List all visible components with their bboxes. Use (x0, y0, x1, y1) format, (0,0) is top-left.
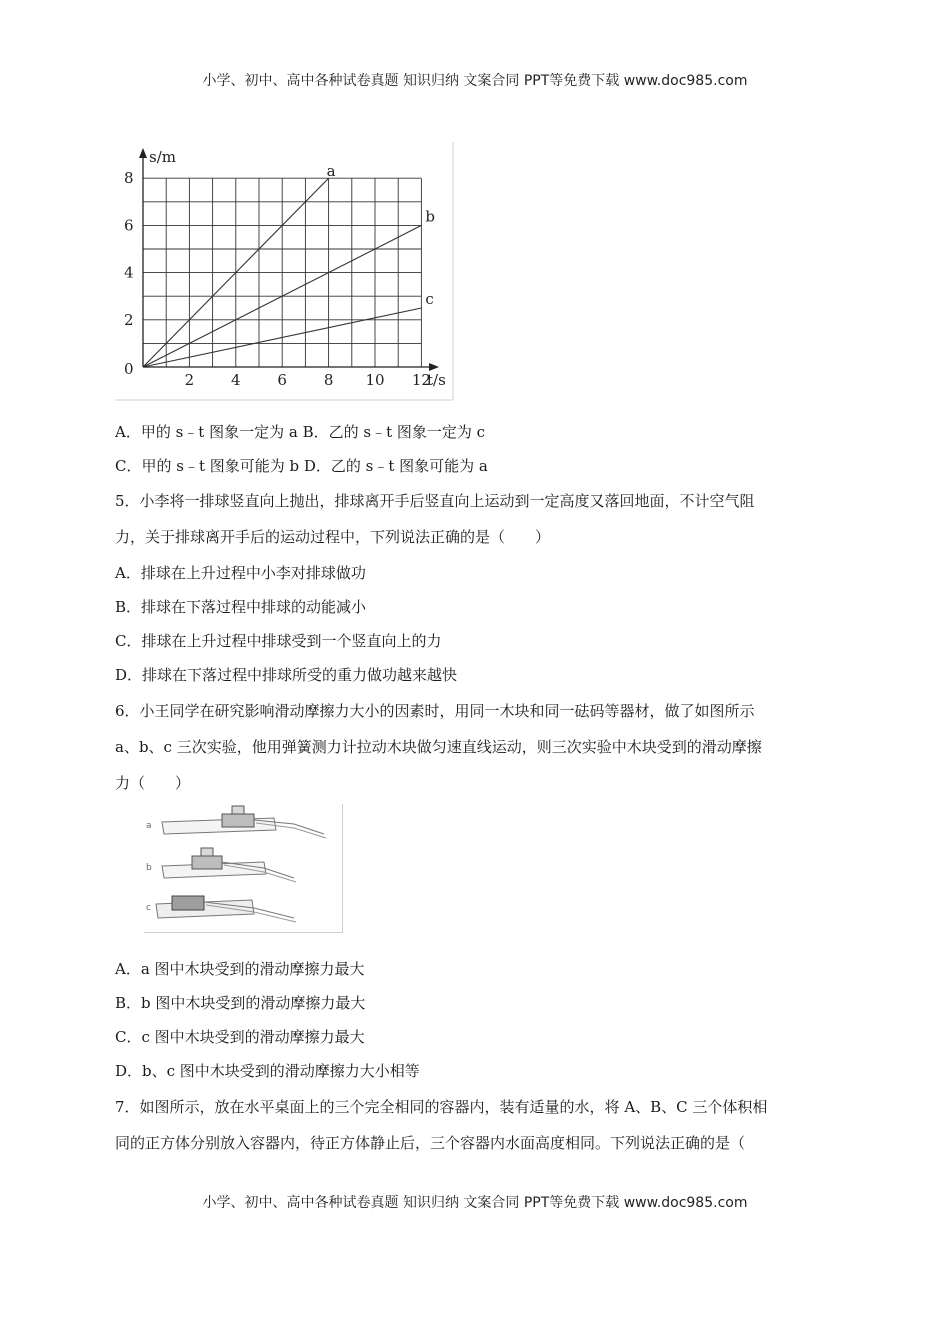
q5-stem-line1: 5．小李将一排球竖直向上抛出，排球离开手后竖直向上运动到一定高度又落回地面，不计空气阻 (115, 492, 755, 510)
fig-label-c: c (146, 903, 151, 913)
q6-stem-line2: a、b、c 三次实验，他用弹簧测力计拉动木块做匀速直线运动，则三次实验中木块受到的滑动摩擦 (115, 738, 762, 756)
series-label-b: b (425, 207, 436, 226)
st-graph-figure (115, 140, 455, 402)
weight-a (232, 806, 244, 814)
x-tick-label: 4 (231, 371, 241, 389)
y-axis-label: s/m (149, 148, 176, 166)
q4-option-a-b: A．甲的 s﹣t 图象一定为 a B．乙的 s﹣t 图象一定为 c (115, 423, 486, 441)
weight-b (201, 848, 213, 856)
series-label-c: c (425, 290, 434, 308)
y-tick-label: 2 (124, 310, 134, 329)
x-tick-label: 2 (184, 371, 195, 389)
friction-experiment-drawing (144, 804, 342, 932)
q7-stem-line2: 同的正方体分别放入容器内，待正方体静止后，三个容器内水面高度相同。下列说法正确的是（ (115, 1134, 746, 1152)
fig-label-b: b (146, 863, 152, 873)
y-tick-label: 6 (124, 216, 134, 235)
q4-option-c-d: C．甲的 s﹣t 图象可能为 b D．乙的 s﹣t 图象可能为 a (115, 457, 488, 475)
board-c (156, 900, 254, 918)
q5-option-b: B．排球在下落过程中排球的动能减小 (115, 598, 367, 616)
block-c (172, 896, 204, 910)
x-tick-label: 6 (277, 371, 287, 389)
q5-option-d: D．排球在下落过程中排球所受的重力做功越来越快 (115, 666, 458, 684)
q6-option-c: C．c 图中木块受到的滑动摩擦力最大 (115, 1028, 365, 1046)
block-b (192, 856, 222, 869)
x-axis-arrow (429, 363, 439, 371)
q6-stem-line1: 6．小王同学在研究影响滑动摩擦力大小的因素时，用同一木块和同一砝码等器材，做了如图所示 (115, 702, 755, 720)
x-tick-label: 8 (323, 371, 334, 389)
page-header: 小学、初中、高中各种试卷真题 知识归纳 文案合同 PPT等免费下载 www.doc985.com (202, 73, 748, 89)
friction-experiment-figure (144, 804, 343, 933)
y-tick-label: 4 (124, 263, 134, 282)
x-tick-label: 10 (365, 371, 385, 389)
q5-stem-line2: 力，关于排球离开手后的运动过程中，下列说法正确的是（ ） (115, 528, 551, 546)
st-chart (115, 140, 455, 402)
q7-stem-line1: 7．如图所示，放在水平桌面上的三个完全相同的容器内，装有适量的水，将 A、B、C 三个体积相 (115, 1098, 768, 1116)
q5-option-a: A．排球在上升过程中小李对排球做功 (115, 564, 366, 582)
page-footer: 小学、初中、高中各种试卷真题 知识归纳 文案合同 PPT等免费下载 www.doc985.com (202, 1195, 748, 1211)
origin-label: 0 (124, 360, 134, 378)
q6-option-d: D．b、c 图中木块受到的滑动摩擦力大小相等 (115, 1062, 420, 1080)
block-a (222, 814, 254, 827)
fig-label-a: a (146, 821, 152, 831)
x-tick-label: 12 (411, 371, 431, 389)
q6-option-b: B．b 图中木块受到的滑动摩擦力最大 (115, 994, 366, 1012)
y-tick-label: 8 (124, 169, 134, 188)
q6-stem-line3: 力（ ） (115, 774, 191, 792)
q6-option-a: A．a 图中木块受到的滑动摩擦力最大 (115, 960, 365, 978)
x-axis-label: t/s (427, 371, 446, 389)
y-axis-arrow (139, 148, 147, 158)
q5-option-c: C．排球在上升过程中排球受到一个竖直向上的力 (115, 632, 442, 650)
series-label-a: a (326, 162, 336, 181)
